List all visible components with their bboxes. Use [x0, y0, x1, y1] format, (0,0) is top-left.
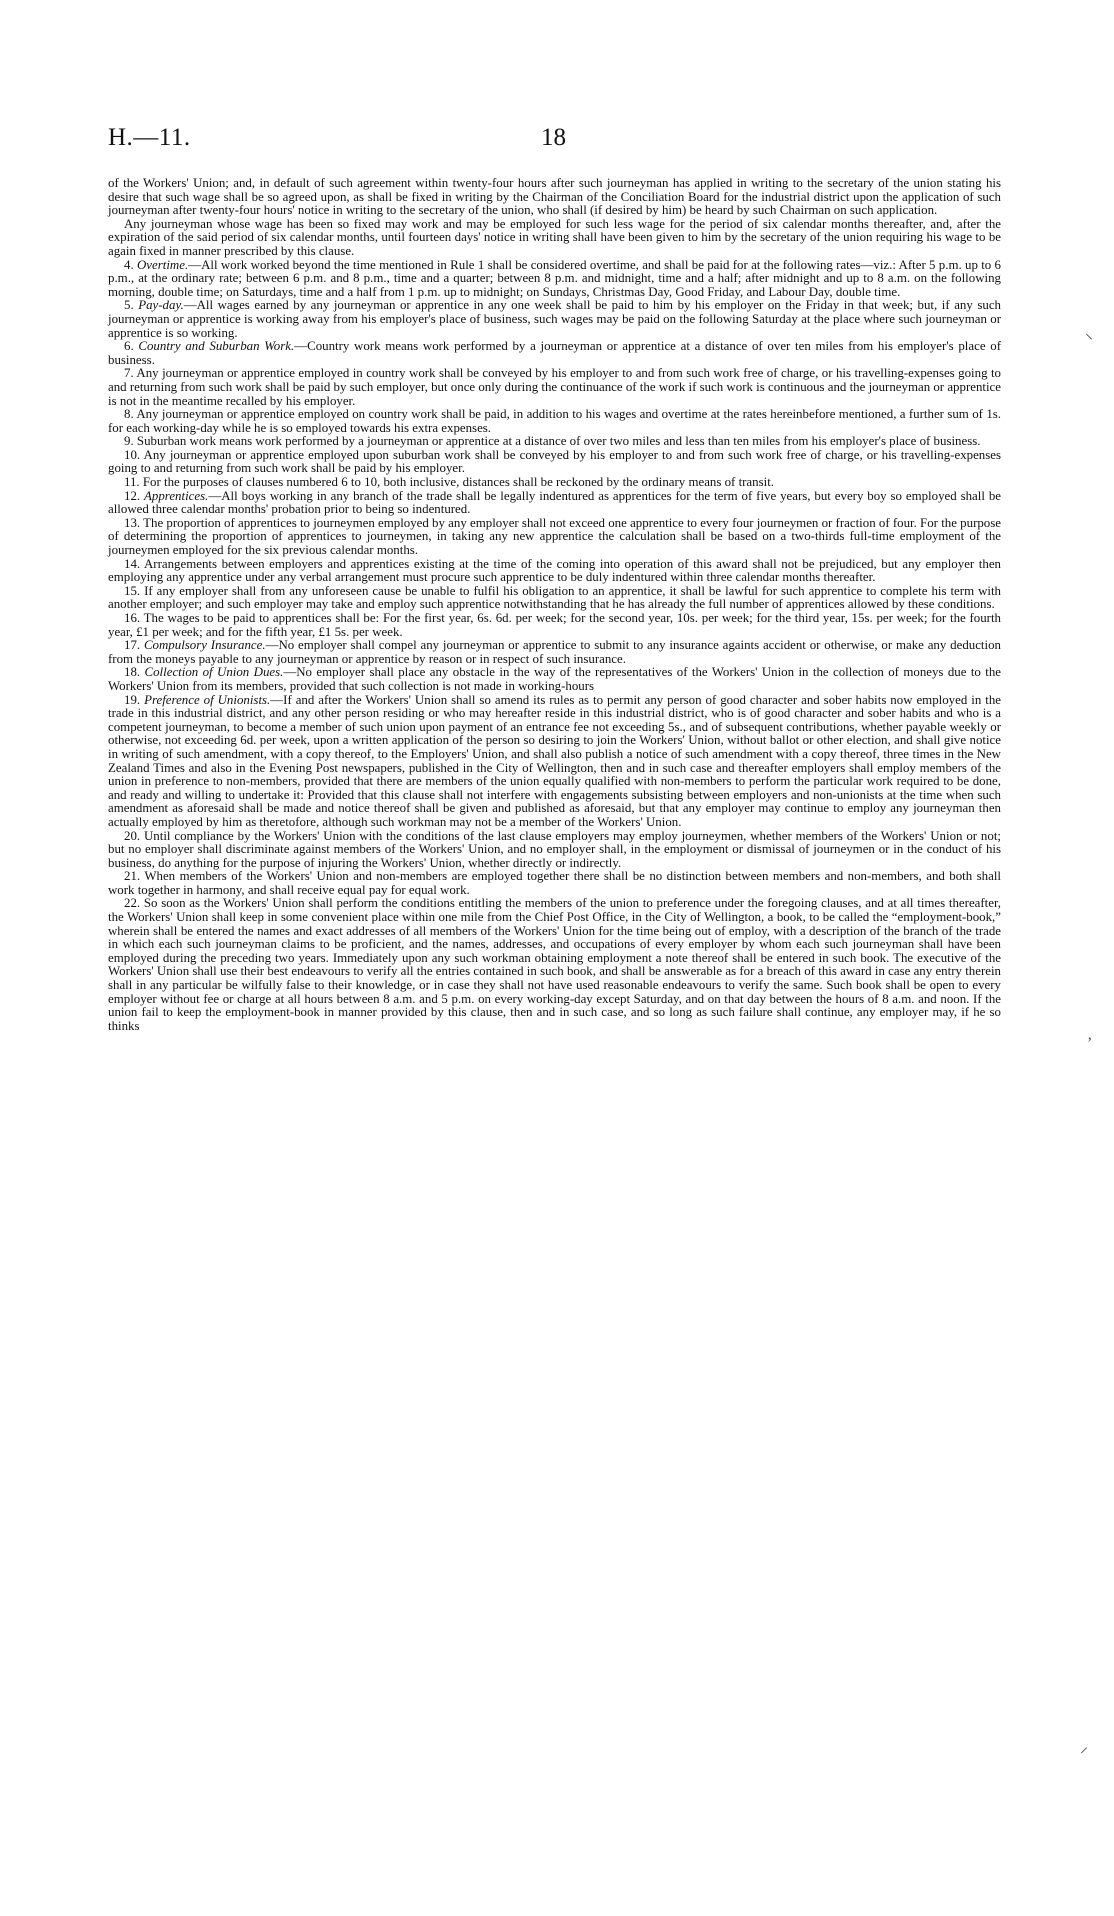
- clause-heading: Preference of Unionists.: [144, 692, 271, 707]
- clause-heading: Country and Suburban Work.: [138, 339, 295, 354]
- clause-number: 8.: [124, 407, 134, 422]
- clause-text: Any journeyman or apprentice employed upon suburban work shall be conveyed by his employer to and from such work free of charge, or his travelling-expenses going to and returning from such work shall be paid by his employer.: [108, 447, 1002, 476]
- clause-text: Arrangements between employers and apprentices existing at the time of the coming into operation of this award shall not be prejudiced, but any employer then employing any apprentice under any verbal arrangement must procure such apprentice to be duly indentured within three calendar months thereafter.: [108, 556, 1001, 585]
- clause-c18: [108, 666, 1001, 693]
- clause-c17: [108, 639, 1001, 666]
- margin-mark: ʼ: [1087, 1035, 1093, 1052]
- page-number: 18: [541, 124, 566, 151]
- clause-text: So soon as the Workers' Union shall perform the conditions entitling the members of the union to preference under the foregoing clauses, and at all times thereafter, the Workers' Union shall keep in some convenient place within one mile from the Chief Post Office, in the City of Wellington, a book, to be called the “employment-book,” wherein shall be entered the names and exact addresses of all members of the Workers' Union for the time being out of employ, with a description of the branch of the trade in which each such journeyman claims to be proficient, and the names, addresses, and occupations of every employer by whom each such journeyman shall have been employed during the preceding two years. Immediately upon any such workman obtaining employment a note thereof shall be entered in such book. The executive of the Workers' Union shall use their best endeavours to verify all the entries contained in such book, and shall be answerable as for a breach of this award in case any entry therein shall in any particular be wilfully false to their knowledge, or in case they shall not have used reasonable endeavours to verify the same. Such book shall be open to every employer without fee or charge at all hours between 8 a.m. and 5 p.m. on every working-day except Saturday, and on that day between the hours of 8 a.m. and noon. If the union fail to keep the employment-book in manner provided by this clause, then and in such case, and so long as such failure shall continue, any employer may, if he so thinks: [108, 896, 1001, 1033]
- clause-heading: Compulsory Insurance.: [143, 638, 266, 653]
- document-body: [108, 177, 1001, 1033]
- clause-text: Any journeyman whose wage has been so fixed may work and may be employed for such less wage for the period of six calendar months thereafter, and, after the expiration of the said period of six calendar months, until fourteen days' notice in writing shall have been given to him by the secretary of the union requiring his wage to be again fixed in manner prescribed by this clause.: [108, 216, 1001, 258]
- clause-number: 21.: [124, 869, 141, 884]
- clause-text: The wages to be paid to apprentices shall be: For the first year, 6s. 6d. per week; for the second year, 10s. per week; for the third year, 15s. per week; for the fourth year, £1 per week; and for the fifth year, £1 5s. per week.: [108, 611, 1001, 639]
- clause-text: —No employer shall place any obstacle in the way of the representatives of the Workers' Union in the collection of moneys due to the Workers' Union from its members, provided that such collection is not made in working-hours: [108, 665, 1001, 693]
- clause-heading: Pay-day.: [138, 298, 184, 313]
- page-header: [108, 124, 1001, 158]
- clause-text: Any journeyman or apprentice employed in country work shall be conveyed by his employer to and from such work free of charge, or his travelling-expenses going to and returning from such work shall be paid by such employer, but once only during the continuance of the work if such work is continuous and the journeyman or apprentice is not in the meantime recalled by his employer.: [108, 366, 1002, 408]
- clause-number: 20.: [124, 828, 141, 843]
- clause-c15: [108, 585, 1001, 612]
- clause-c20: [108, 830, 1001, 871]
- clause-text: —If and after the Workers' Union shall so amend its rules as to permit any person of good character and sober habits now employed in the trade in this industrial district, and any other person residing or who may hereafter reside in this industrial district, who is of good character and sober habits and who is a competent journeyman, to become a member of such union upon payment of an entrance fee not exceeding 5s., and of subsequent contributions, whether payable weekly or otherwise, not exceeding 6d. per week, upon a written application of the person so desiring to join the Workers' Union, without ballot or other election, and shall give notice in writing of such amendment, with a copy thereof, to the Employers' Union, and shall also publish a notice of such amendment with a copy thereof, three times in the New Zealand Times and also in the Evening Post newspapers, published in the City of Wellington, then and in such case and thereafter employers shall employ members of the union in preference to non-members, provided that there are members of the union equally qualified with non-members to perform the particular work required to be done, and ready and willing to undertake it: Provided that this clause shall not interfere with engagements subsisting between employers and non-unionists at the time when such amendment as aforesaid shall be made and notice thereof shall be given and published as aforesaid, but that any employer may continue to employ any journeyman then actually employed by him as theretofore, although such workman may not be a member of the Workers' Union.: [108, 692, 1001, 829]
- clause-c5: [108, 299, 1001, 340]
- clause-cont: [108, 177, 1001, 218]
- clause-number: 4.: [124, 257, 134, 272]
- clause-c9: [108, 435, 1001, 449]
- clause-c8: [108, 408, 1001, 435]
- clause-heading: Apprentices.: [144, 488, 209, 503]
- clause-number: 18.: [124, 665, 141, 680]
- clause-number: 12.: [124, 488, 141, 503]
- clause-c10: [108, 449, 1001, 476]
- clause-heading: Collection of Union Dues.: [144, 665, 284, 680]
- clause-text: —All work worked beyond the time mentioned in Rule 1 shall be considered overtime, and shall be paid for at the following rates—viz.: After 5 p.m. up to 6 p.m., at the ordinary rate; between 6 p.m. and 8 p.m., time and a quarter; between 8 p.m. and midnight, time and a half; after midnight and up to 8 a.m. on the following morning, double time; on Saturdays, time and a half from 1 p.m. up to midnight; on Sundays, Christmas Day, Good Friday, and Labour Day, double time.: [108, 257, 1001, 299]
- clause-text: The proportion of apprentices to journeymen employed by any employer shall not exceed one apprentice to every four journeymen or fraction of four. For the purpose of determining the proportion of apprentices to journeymen, in taking any new apprentice the calculation shall be based on a two-thirds full-time employment of the journeymen employed for the six previous calendar months.: [108, 515, 1001, 558]
- clause-c14: [108, 558, 1001, 585]
- clause-number: 11.: [124, 475, 140, 490]
- clause-text: of the Workers' Union; and, in default of such agreement within twenty-four hours after such journeyman has applied in writing to the secretary of the union stating his desire that such wage shall be so agreed upon, as shall be fixed in writing by the Chairman of the Conciliation Board for the industrial district upon the application of such journeyman after twenty-four hours' notice in writing to the secretary of the union, who shall (if desired by him) be heard by such Chairman on such application.: [108, 176, 1001, 218]
- clause-number: 10.: [124, 447, 141, 462]
- clause-text: Any journeyman or apprentice employed on country work shall be paid, in addition to his wages and overtime at the rates hereinbefore mentioned, a further sum of 1s. for each working-day while he is so employed towards his extra expenses.: [108, 407, 1001, 435]
- clause-number: 14.: [124, 556, 141, 571]
- clause-number: 22.: [124, 896, 141, 911]
- clause-number: 9.: [124, 434, 134, 449]
- clause-text: For the purposes of clauses numbered 6 to 10, both inclusive, distances shall be reckoned by the ordinary means of transit.: [142, 475, 775, 490]
- clause-c21: [108, 870, 1001, 897]
- clause-c19: [108, 694, 1001, 830]
- clause-c4: [108, 259, 1001, 300]
- clause-number: 16.: [124, 611, 141, 625]
- clause-c22: [108, 897, 1001, 1033]
- clause-number: 15.: [124, 583, 141, 598]
- margin-mark: ⸌: [1085, 332, 1094, 349]
- document-reference: H.—11.: [108, 124, 191, 151]
- clause-text: —No employer shall compel any journeyman or apprentice to submit to any insurance againts accident or otherwise, or make any deduction from the moneys payable to any journeyman or apprentice by reason or in respect of such insurance.: [108, 638, 1001, 666]
- clause-c13: [108, 517, 1001, 558]
- clause-number: 19.: [124, 692, 141, 707]
- clause-text: If any employer shall from any unforeseen cause be unable to fulfil his obligation to an apprentice, it shall be lawful for such apprentice to complete his term with another employer; and such employer may take and employ such apprentice notwithstanding that he has already the full number of apprentices allowed by these conditions.: [108, 583, 1001, 612]
- clause-c16: [108, 612, 1001, 639]
- clause-number: 17.: [124, 638, 141, 653]
- margin-mark: ⸝: [1080, 1739, 1089, 1756]
- clause-text: —All boys working in any branch of the trade shall be legally indentured as apprentices for the term of five years, but every boy so employed shall be allowed three calendar months' probation prior to being so indentured.: [108, 488, 1001, 517]
- clause-text: Suburban work means work performed by a journeyman or apprentice at a distance of over two miles and less than ten miles from his employer's place of business.: [136, 434, 981, 449]
- clause-c6: [108, 340, 1001, 367]
- clause-c11: [108, 476, 1001, 490]
- clause-text: Until compliance by the Workers' Union with the conditions of the last clause employers may employ journeymen, whether members of the Workers' Union or not; but no employer shall discriminate against members of the Workers' Union, and no employer shall, in the employment or dismissal of journeymen or in the conduct of his business, do anything for the purpose of injuring the Workers' Union, whether directly or indirectly.: [108, 828, 1001, 870]
- clause-c7: [108, 367, 1001, 408]
- clause-heading: Overtime.: [136, 257, 189, 272]
- clause-number: 6.: [124, 339, 134, 354]
- clause-text: When members of the Workers' Union and non-members are employed together there shall be no distinction between members and non-members, and both shall work together in harmony, and shall receive equal pay for equal work.: [108, 869, 1001, 897]
- clause-number: 7.: [124, 366, 134, 381]
- clause-number: 13.: [124, 515, 141, 530]
- clause-c12: [108, 490, 1001, 517]
- clause-p_fixed: [108, 218, 1001, 259]
- clause-number: 5.: [124, 298, 134, 313]
- clause-text: —All wages earned by any journeyman or apprentice in any one week shall be paid to him by his employer on the Friday in that week; but, if any such journeyman or apprentice is working away from his employer's place of business, such wages may be paid on the following Saturday at the place where such journeyman or apprentice is so working.: [108, 298, 1001, 340]
- clause-text: —Country work means work performed by a journeyman or apprentice at a distance of over ten miles from his employer's place of business.: [108, 339, 1001, 367]
